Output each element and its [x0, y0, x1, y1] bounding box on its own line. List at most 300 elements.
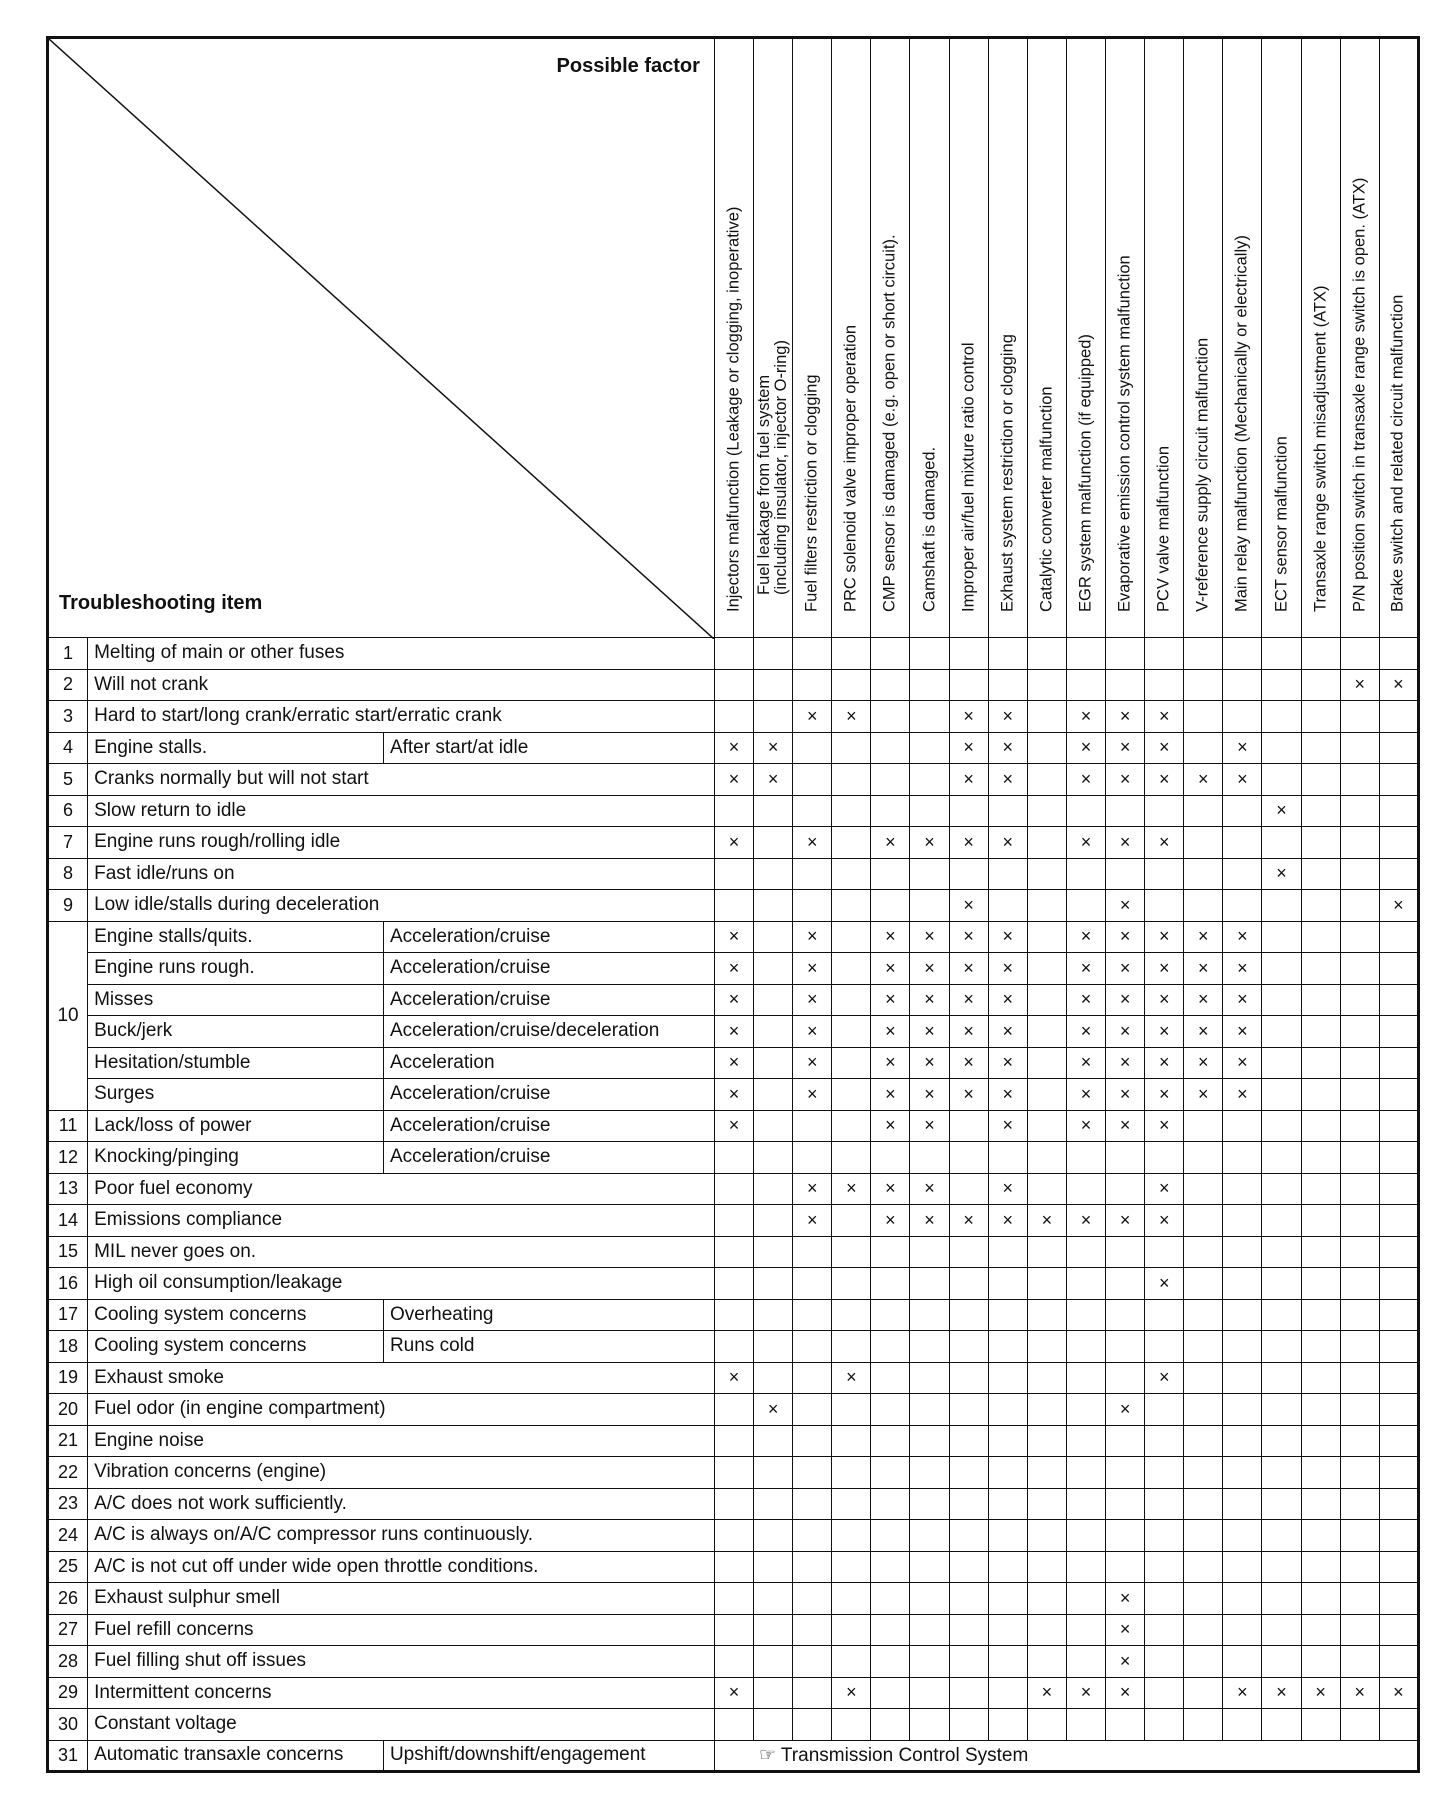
factor-mark: ×	[1027, 1677, 1066, 1709]
factor-mark: ×	[910, 984, 949, 1016]
empty-cell	[1301, 669, 1340, 701]
empty-cell	[949, 1110, 988, 1142]
empty-cell	[1223, 858, 1262, 890]
factor-mark: ×	[1223, 764, 1262, 796]
factor-mark: ×	[988, 984, 1027, 1016]
empty-cell	[1066, 1394, 1105, 1426]
empty-cell	[1066, 1331, 1105, 1363]
empty-cell	[793, 1583, 832, 1615]
troubleshooting-item: Exhaust sulphur smell	[88, 1583, 715, 1615]
empty-cell	[988, 1583, 1027, 1615]
empty-cell	[949, 1268, 988, 1300]
table-row	[48, 984, 1419, 1016]
factor-mark: ×	[871, 921, 910, 953]
empty-cell	[988, 858, 1027, 890]
row-number: 18	[48, 1331, 88, 1363]
factor-mark: ×	[1106, 732, 1145, 764]
empty-cell	[714, 1646, 753, 1678]
empty-cell	[871, 1709, 910, 1741]
factor-mark: ×	[1106, 953, 1145, 985]
factor-mark: ×	[871, 827, 910, 859]
factor-mark: ×	[1106, 827, 1145, 859]
table-row	[48, 764, 1419, 796]
empty-cell	[871, 1520, 910, 1552]
empty-cell	[1340, 1016, 1379, 1048]
empty-cell	[832, 827, 871, 859]
empty-cell	[1301, 1016, 1340, 1048]
factor-mark: ×	[1262, 858, 1301, 890]
empty-cell	[832, 858, 871, 890]
empty-cell	[871, 669, 910, 701]
empty-cell	[1301, 1047, 1340, 1079]
row-number: 17	[48, 1299, 88, 1331]
empty-cell	[1106, 1362, 1145, 1394]
item-condition: Acceleration/cruise	[383, 1110, 714, 1142]
empty-cell	[793, 1646, 832, 1678]
empty-cell	[949, 1362, 988, 1394]
row-number: 26	[48, 1583, 88, 1615]
factor-mark: ×	[1184, 953, 1223, 985]
factor-mark: ×	[714, 921, 753, 953]
empty-cell	[1027, 1079, 1066, 1111]
row-number: 28	[48, 1646, 88, 1678]
empty-cell	[714, 1520, 753, 1552]
empty-cell	[1301, 1488, 1340, 1520]
empty-cell	[1340, 858, 1379, 890]
factor-label: Brake switch and related circuit malfunction	[1388, 294, 1407, 612]
empty-cell	[988, 1677, 1027, 1709]
empty-cell	[1184, 1236, 1223, 1268]
empty-cell	[714, 1173, 753, 1205]
header-row	[48, 38, 1419, 638]
factor-mark: ×	[910, 1047, 949, 1079]
item-condition: Acceleration/cruise/deceleration	[383, 1016, 714, 1048]
empty-cell	[1301, 921, 1340, 953]
empty-cell	[1223, 1205, 1262, 1237]
empty-cell	[832, 984, 871, 1016]
empty-cell	[1223, 1394, 1262, 1426]
empty-cell	[1340, 890, 1379, 922]
row-number: 4	[48, 732, 88, 764]
empty-cell	[1066, 1142, 1105, 1174]
factor-mark: ×	[988, 701, 1027, 733]
table-row	[48, 1520, 1419, 1552]
empty-cell	[871, 1394, 910, 1426]
empty-cell	[754, 1142, 793, 1174]
empty-cell	[910, 1299, 949, 1331]
empty-cell	[988, 1551, 1027, 1583]
table-row	[48, 1236, 1419, 1268]
empty-cell	[1301, 1614, 1340, 1646]
empty-cell	[832, 1583, 871, 1615]
empty-cell	[1106, 1268, 1145, 1300]
empty-cell	[1301, 732, 1340, 764]
empty-cell	[1262, 701, 1301, 733]
empty-cell	[949, 1520, 988, 1552]
empty-cell	[1106, 1331, 1145, 1363]
empty-cell	[1223, 1551, 1262, 1583]
empty-cell	[832, 953, 871, 985]
empty-cell	[1027, 795, 1066, 827]
empty-cell	[1262, 638, 1301, 670]
factor-mark: ×	[793, 921, 832, 953]
factor-mark: ×	[1145, 1268, 1184, 1300]
empty-cell	[871, 1457, 910, 1489]
empty-cell	[754, 858, 793, 890]
empty-cell	[910, 1394, 949, 1426]
empty-cell	[714, 1142, 753, 1174]
empty-cell	[1340, 827, 1379, 859]
factor-mark: ×	[871, 1173, 910, 1205]
troubleshooting-item: Poor fuel economy	[88, 1173, 715, 1205]
factor-mark: ×	[871, 953, 910, 985]
empty-cell	[1262, 953, 1301, 985]
empty-cell	[1262, 1205, 1301, 1237]
empty-cell	[1184, 1299, 1223, 1331]
factor-mark: ×	[1262, 795, 1301, 827]
troubleshooting-matrix	[46, 36, 1420, 1773]
factor-mark: ×	[832, 1362, 871, 1394]
factor-label: PRC solenoid valve improper operation	[841, 324, 860, 612]
empty-cell	[1106, 1173, 1145, 1205]
factor-mark: ×	[714, 764, 753, 796]
empty-cell	[871, 890, 910, 922]
factor-mark: ×	[949, 1047, 988, 1079]
table-row	[48, 1331, 1419, 1363]
factor-mark: ×	[1145, 1047, 1184, 1079]
factor-mark: ×	[1184, 921, 1223, 953]
empty-cell	[714, 890, 753, 922]
empty-cell	[832, 1016, 871, 1048]
factor-mark: ×	[1262, 1677, 1301, 1709]
item-condition: Acceleration	[383, 1047, 714, 1079]
empty-cell	[871, 1331, 910, 1363]
empty-cell	[1027, 732, 1066, 764]
factor-mark: ×	[1145, 1110, 1184, 1142]
factor-mark: ×	[793, 1205, 832, 1237]
troubleshooting-item: Engine stalls.	[88, 732, 384, 764]
row-number: 24	[48, 1520, 88, 1552]
empty-cell	[1184, 1677, 1223, 1709]
empty-cell	[714, 1583, 753, 1615]
matrix-table	[46, 36, 1420, 1773]
empty-cell	[1379, 1362, 1418, 1394]
empty-cell	[1301, 858, 1340, 890]
empty-cell	[910, 1677, 949, 1709]
factor-label: Evaporative emission control system malfunction	[1115, 255, 1134, 612]
factor-mark: ×	[949, 827, 988, 859]
troubleshooting-item-label: Troubleshooting item	[59, 592, 263, 614]
empty-cell	[754, 1614, 793, 1646]
factor-mark: ×	[988, 764, 1027, 796]
empty-cell	[754, 984, 793, 1016]
empty-cell	[1340, 1583, 1379, 1615]
factor-mark: ×	[1106, 1110, 1145, 1142]
troubleshooting-item: Vibration concerns (engine)	[88, 1457, 715, 1489]
empty-cell	[1066, 1614, 1105, 1646]
empty-cell	[832, 1551, 871, 1583]
empty-cell	[832, 1488, 871, 1520]
factor-mark: ×	[910, 1205, 949, 1237]
item-condition: After start/at idle	[383, 732, 714, 764]
empty-cell	[1262, 1110, 1301, 1142]
empty-cell	[910, 1331, 949, 1363]
empty-cell	[1066, 1551, 1105, 1583]
empty-cell	[1379, 1457, 1418, 1489]
empty-cell	[832, 1299, 871, 1331]
empty-cell	[871, 1142, 910, 1174]
factor-label: PCV valve malfunction	[1154, 446, 1173, 612]
table-row	[48, 1646, 1419, 1678]
empty-cell	[949, 1457, 988, 1489]
factor-mark: ×	[1106, 921, 1145, 953]
empty-cell	[1379, 984, 1418, 1016]
empty-cell	[949, 1646, 988, 1678]
empty-cell	[754, 1110, 793, 1142]
troubleshooting-item: Emissions compliance	[88, 1205, 715, 1237]
empty-cell	[832, 638, 871, 670]
empty-cell	[949, 858, 988, 890]
factor-label: Improper air/fuel mixture ratio control	[959, 342, 978, 612]
empty-cell	[754, 1299, 793, 1331]
empty-cell	[949, 795, 988, 827]
empty-cell	[1379, 921, 1418, 953]
empty-cell	[832, 1110, 871, 1142]
empty-cell	[1223, 1646, 1262, 1678]
empty-cell	[988, 890, 1027, 922]
factor-mark: ×	[714, 827, 753, 859]
factor-column-header	[949, 38, 988, 638]
empty-cell	[949, 1173, 988, 1205]
empty-cell	[949, 1142, 988, 1174]
empty-cell	[1066, 795, 1105, 827]
empty-cell	[988, 1614, 1027, 1646]
empty-cell	[1066, 1362, 1105, 1394]
empty-cell	[754, 1016, 793, 1048]
factor-mark: ×	[1066, 1677, 1105, 1709]
table-row	[48, 1173, 1419, 1205]
empty-cell	[754, 1583, 793, 1615]
empty-cell	[1184, 795, 1223, 827]
row-number: 21	[48, 1425, 88, 1457]
factor-mark: ×	[1106, 1614, 1145, 1646]
empty-cell	[1262, 1614, 1301, 1646]
empty-cell	[1379, 638, 1418, 670]
empty-cell	[1379, 1110, 1418, 1142]
empty-cell	[1223, 1110, 1262, 1142]
table-row	[48, 1079, 1419, 1111]
factor-label: ECT sensor malfunction	[1272, 436, 1291, 612]
empty-cell	[1262, 1016, 1301, 1048]
empty-cell	[1340, 1236, 1379, 1268]
empty-cell	[1066, 1457, 1105, 1489]
empty-cell	[1027, 1583, 1066, 1615]
factor-mark: ×	[1106, 1047, 1145, 1079]
troubleshooting-item: Intermittent concerns	[88, 1677, 715, 1709]
empty-cell	[910, 1268, 949, 1300]
empty-cell	[1340, 638, 1379, 670]
row-number: 25	[48, 1551, 88, 1583]
troubleshooting-item: Buck/jerk	[88, 1016, 384, 1048]
empty-cell	[1301, 1425, 1340, 1457]
empty-cell	[754, 701, 793, 733]
empty-cell	[1066, 858, 1105, 890]
factor-label: Transaxle range switch misadjustment (ATX)	[1311, 285, 1330, 612]
empty-cell	[1301, 1236, 1340, 1268]
factor-mark: ×	[949, 984, 988, 1016]
empty-cell	[910, 795, 949, 827]
factor-mark: ×	[1066, 953, 1105, 985]
empty-cell	[793, 1425, 832, 1457]
empty-cell	[1027, 1331, 1066, 1363]
empty-cell	[793, 795, 832, 827]
empty-cell	[1145, 858, 1184, 890]
empty-cell	[1262, 921, 1301, 953]
factor-mark: ×	[1066, 1079, 1105, 1111]
empty-cell	[1145, 669, 1184, 701]
factor-mark: ×	[1145, 1173, 1184, 1205]
factor-mark: ×	[988, 827, 1027, 859]
factor-mark: ×	[832, 1173, 871, 1205]
factor-mark: ×	[1223, 921, 1262, 953]
row-number: 13	[48, 1173, 88, 1205]
factor-mark: ×	[793, 1079, 832, 1111]
empty-cell	[949, 1331, 988, 1363]
empty-cell	[714, 701, 753, 733]
empty-cell	[949, 1488, 988, 1520]
table-row	[48, 669, 1419, 701]
empty-cell	[754, 1551, 793, 1583]
empty-cell	[988, 795, 1027, 827]
empty-cell	[1145, 1709, 1184, 1741]
table-row	[48, 1142, 1419, 1174]
factor-mark: ×	[949, 732, 988, 764]
empty-cell	[910, 638, 949, 670]
factor-mark: ×	[1379, 669, 1418, 701]
factor-column-header	[1223, 38, 1262, 638]
factor-mark: ×	[714, 1079, 753, 1111]
empty-cell	[871, 638, 910, 670]
empty-cell	[1027, 764, 1066, 796]
empty-cell	[754, 1520, 793, 1552]
empty-cell	[1379, 827, 1418, 859]
factor-label: CMP sensor is damaged (e.g. open or short circuit).	[880, 234, 899, 612]
empty-cell	[793, 1394, 832, 1426]
empty-cell	[949, 1677, 988, 1709]
empty-cell	[793, 1614, 832, 1646]
empty-cell	[1066, 1299, 1105, 1331]
empty-cell	[1184, 858, 1223, 890]
empty-cell	[1262, 1047, 1301, 1079]
empty-cell	[1301, 795, 1340, 827]
empty-cell	[1223, 1236, 1262, 1268]
empty-cell	[988, 1236, 1027, 1268]
empty-cell	[1184, 1394, 1223, 1426]
empty-cell	[832, 890, 871, 922]
factor-mark: ×	[1145, 921, 1184, 953]
factor-mark: ×	[1066, 764, 1105, 796]
factor-column-header	[988, 38, 1027, 638]
empty-cell	[1301, 984, 1340, 1016]
empty-cell	[1184, 1110, 1223, 1142]
troubleshooting-item: A/C is not cut off under wide open throttle conditions.	[88, 1551, 715, 1583]
factor-mark: ×	[714, 984, 753, 1016]
empty-cell	[988, 1142, 1027, 1174]
header-corner	[48, 38, 715, 638]
empty-cell	[1379, 1047, 1418, 1079]
empty-cell	[1106, 1488, 1145, 1520]
empty-cell	[793, 1236, 832, 1268]
empty-cell	[910, 764, 949, 796]
factor-mark: ×	[949, 921, 988, 953]
empty-cell	[754, 1236, 793, 1268]
empty-cell	[1223, 669, 1262, 701]
empty-cell	[910, 669, 949, 701]
table-row	[48, 1016, 1419, 1048]
empty-cell	[1301, 1583, 1340, 1615]
item-condition: Acceleration/cruise	[383, 1079, 714, 1111]
factor-mark: ×	[1145, 764, 1184, 796]
empty-cell	[1379, 1268, 1418, 1300]
table-row	[48, 1425, 1419, 1457]
factor-column-header	[1301, 38, 1340, 638]
table-row	[48, 795, 1419, 827]
empty-cell	[1027, 1362, 1066, 1394]
empty-cell	[1027, 1551, 1066, 1583]
factor-mark: ×	[1379, 1677, 1418, 1709]
empty-cell	[1301, 1079, 1340, 1111]
troubleshooting-item: Engine runs rough.	[88, 953, 384, 985]
empty-cell	[754, 1331, 793, 1363]
factor-mark: ×	[1301, 1677, 1340, 1709]
empty-cell	[1184, 1142, 1223, 1174]
empty-cell	[1184, 1331, 1223, 1363]
factor-column-header	[714, 38, 753, 638]
factor-mark: ×	[1145, 953, 1184, 985]
empty-cell	[988, 1646, 1027, 1678]
empty-cell	[1340, 1079, 1379, 1111]
empty-cell	[1106, 1142, 1145, 1174]
empty-cell	[1223, 1299, 1262, 1331]
empty-cell	[714, 638, 753, 670]
empty-cell	[1262, 1268, 1301, 1300]
empty-cell	[1379, 732, 1418, 764]
empty-cell	[1145, 1299, 1184, 1331]
factor-label: V-reference supply circuit malfunction	[1193, 337, 1212, 612]
empty-cell	[1027, 1110, 1066, 1142]
factor-mark: ×	[1340, 669, 1379, 701]
empty-cell	[714, 1268, 753, 1300]
factor-label: Injectors malfunction (Leakage or clogging, inoperative)	[724, 206, 743, 612]
empty-cell	[1262, 1709, 1301, 1741]
empty-cell	[793, 669, 832, 701]
empty-cell	[871, 1268, 910, 1300]
factor-mark: ×	[1145, 701, 1184, 733]
empty-cell	[754, 953, 793, 985]
empty-cell	[1027, 827, 1066, 859]
empty-cell	[1027, 1488, 1066, 1520]
empty-cell	[1223, 1709, 1262, 1741]
empty-cell	[988, 1520, 1027, 1552]
table-row	[48, 1110, 1419, 1142]
empty-cell	[988, 1268, 1027, 1300]
empty-cell	[714, 669, 753, 701]
empty-cell	[871, 1488, 910, 1520]
empty-cell	[1379, 858, 1418, 890]
factor-column-header	[754, 38, 793, 638]
empty-cell	[832, 1709, 871, 1741]
empty-cell	[1262, 764, 1301, 796]
